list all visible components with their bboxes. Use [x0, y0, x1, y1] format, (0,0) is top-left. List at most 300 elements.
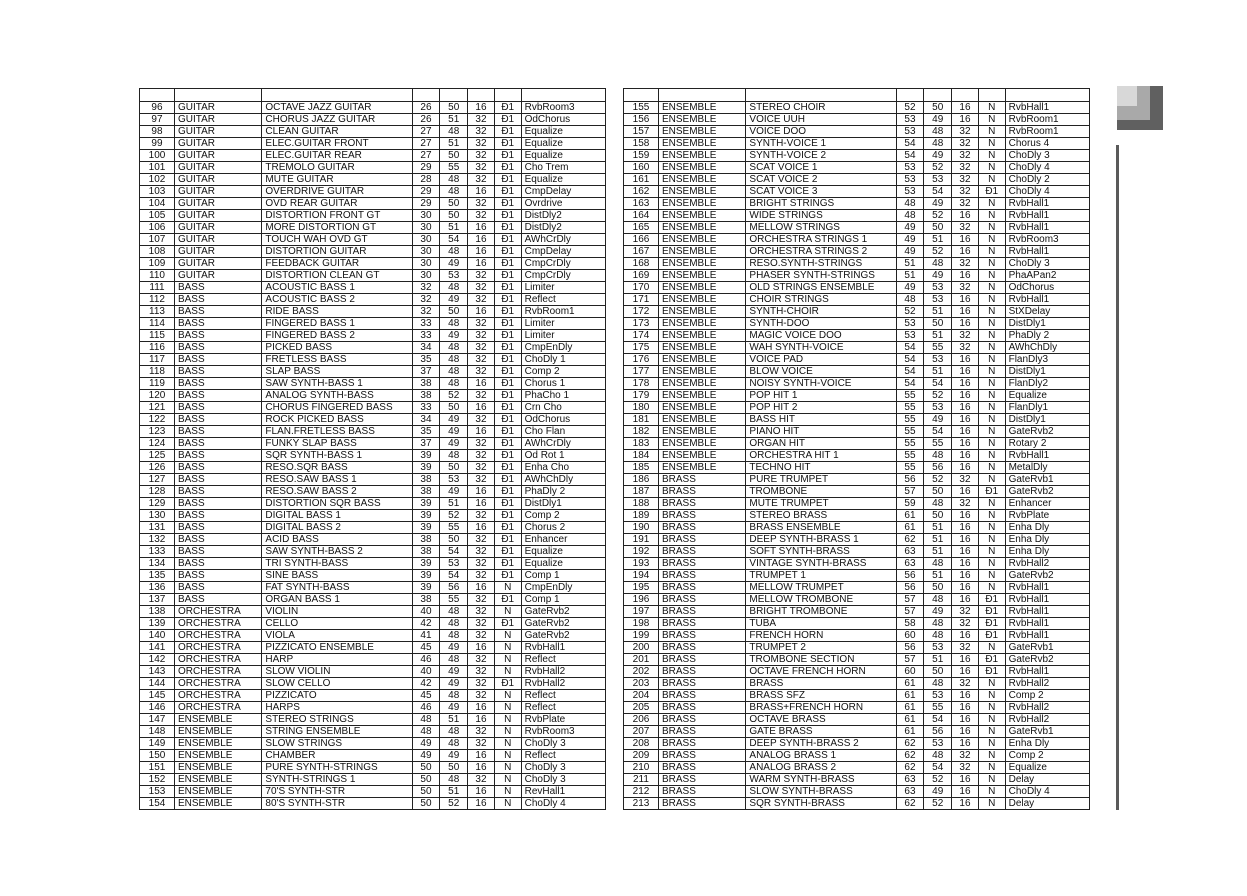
voice-name-cell: BASS HIT: [746, 414, 896, 426]
voice-number-cell: 119: [140, 378, 175, 390]
param-c-cell: 32: [952, 282, 979, 294]
voice-number-cell: 173: [624, 318, 659, 330]
param-b-cell: 48: [440, 450, 468, 462]
voice-category-cell: BASS: [174, 366, 261, 378]
param-d-cell: N: [494, 702, 521, 714]
param-c-cell: 32: [468, 138, 495, 150]
param-b-cell: 54: [924, 762, 952, 774]
table-row: [140, 738, 606, 750]
param-c-cell: 16: [952, 774, 979, 786]
param-b-cell: 50: [440, 198, 468, 210]
param-b-cell: 48: [924, 594, 952, 606]
voice-number-cell: 213: [624, 798, 659, 810]
voice-category-cell: ENSEMBLE: [174, 750, 261, 762]
param-a-cell: 62: [896, 762, 924, 774]
param-b-cell: 52: [924, 474, 952, 486]
param-a-cell: 30: [412, 246, 440, 258]
table-row: [624, 714, 1090, 726]
voice-name-cell: TRUMPET 1: [746, 570, 896, 582]
voice-number-cell: 150: [140, 750, 175, 762]
voice-category-cell: BASS: [174, 294, 261, 306]
voice-name-cell: BRIGHT TROMBONE: [746, 606, 896, 618]
param-a-cell: 62: [896, 534, 924, 546]
voice-name-cell: TREMOLO GUITAR: [262, 162, 412, 174]
voice-number-cell: 132: [140, 534, 175, 546]
voice-number-cell: 187: [624, 486, 659, 498]
voice-category-cell: ENSEMBLE: [174, 786, 261, 798]
effect-type-cell: RvbHall1: [521, 642, 605, 654]
param-d-cell: N: [978, 366, 1005, 378]
voice-name-cell: FINGERED BASS 1: [262, 318, 412, 330]
table-row: [140, 450, 606, 462]
param-c-cell: 32: [952, 222, 979, 234]
param-b-cell: 49: [440, 258, 468, 270]
effect-type-cell: RvbHall2: [521, 666, 605, 678]
voice-number-cell: 181: [624, 414, 659, 426]
voice-category-cell: ENSEMBLE: [658, 318, 745, 330]
param-c-cell: 32: [952, 642, 979, 654]
voice-name-cell: WAH SYNTH-VOICE: [746, 342, 896, 354]
param-a-cell: 33: [412, 318, 440, 330]
param-c-cell: 16: [952, 306, 979, 318]
param-d-cell: N: [978, 582, 1005, 594]
effect-type-cell: Reflect: [521, 294, 605, 306]
effect-type-cell: Reflect: [521, 654, 605, 666]
param-a-cell: 39: [412, 522, 440, 534]
param-b-cell: 49: [440, 486, 468, 498]
param-b-cell: 53: [440, 558, 468, 570]
param-a-cell: 27: [412, 138, 440, 150]
param-b-cell: 49: [440, 426, 468, 438]
voice-category-cell: BRASS: [658, 750, 745, 762]
voice-category-cell: BASS: [174, 522, 261, 534]
voice-number-cell: 145: [140, 690, 175, 702]
param-b-cell: 56: [924, 462, 952, 474]
voice-category-cell: BRASS: [658, 474, 745, 486]
voice-name-cell: OVD REAR GUITAR: [262, 198, 412, 210]
voice-number-cell: 184: [624, 450, 659, 462]
effect-type-cell: RvbRoom3: [521, 102, 605, 114]
param-a-cell: 48: [412, 726, 440, 738]
voice-name-cell: RESO.SYNTH-STRINGS: [746, 258, 896, 270]
param-c-cell: 32: [952, 762, 979, 774]
voice-category-cell: GUITAR: [174, 210, 261, 222]
table-row: [140, 642, 606, 654]
voice-category-cell: GUITAR: [174, 138, 261, 150]
voice-name-cell: PURE SYNTH-STRINGS: [262, 762, 412, 774]
param-c-cell: 32: [468, 630, 495, 642]
param-b-cell: 48: [440, 630, 468, 642]
effect-type-cell: GateRvb2: [1005, 570, 1089, 582]
param-b-cell: 55: [440, 522, 468, 534]
voice-number-cell: 129: [140, 498, 175, 510]
voice-name-cell: HARP: [262, 654, 412, 666]
voice-category-cell: BASS: [174, 330, 261, 342]
table-row: [624, 234, 1090, 246]
voice-number-cell: 179: [624, 390, 659, 402]
param-d-cell: N: [978, 726, 1005, 738]
table-row: [624, 378, 1090, 390]
effect-type-cell: Rotary 2: [1005, 438, 1089, 450]
voice-category-cell: GUITAR: [174, 114, 261, 126]
voice-number-cell: 107: [140, 234, 175, 246]
page-tab-marker-light: [1117, 86, 1137, 106]
effect-type-cell: Equalize: [1005, 762, 1089, 774]
voice-category-cell: ENSEMBLE: [658, 150, 745, 162]
voice-number-cell: 171: [624, 294, 659, 306]
param-c-cell: 16: [468, 642, 495, 654]
table-row: [140, 366, 606, 378]
col-number-header: [624, 89, 659, 102]
voice-number-cell: 135: [140, 570, 175, 582]
param-c-cell: 16: [952, 570, 979, 582]
voice-category-cell: ENSEMBLE: [658, 342, 745, 354]
param-d-cell: N: [978, 258, 1005, 270]
table-row: [140, 234, 606, 246]
param-d-cell: Ð1: [494, 678, 521, 690]
table-row: [624, 570, 1090, 582]
param-c-cell: 16: [468, 186, 495, 198]
effect-type-cell: AWhChDly: [1005, 342, 1089, 354]
param-b-cell: 56: [924, 726, 952, 738]
param-a-cell: 49: [896, 234, 924, 246]
param-a-cell: 58: [896, 618, 924, 630]
param-a-cell: 48: [896, 210, 924, 222]
param-a-cell: 61: [896, 678, 924, 690]
voice-name-cell: STEREO STRINGS: [262, 714, 412, 726]
param-d-cell: N: [494, 786, 521, 798]
voice-name-cell: OCTAVE JAZZ GUITAR: [262, 102, 412, 114]
table-row: [140, 690, 606, 702]
param-b-cell: 54: [924, 378, 952, 390]
param-d-cell: Ð1: [494, 558, 521, 570]
effect-type-cell: Ovrdrive: [521, 198, 605, 210]
param-c-cell: 32: [468, 270, 495, 282]
table-row: [140, 630, 606, 642]
voice-category-cell: GUITAR: [174, 186, 261, 198]
param-c-cell: 16: [468, 522, 495, 534]
param-c-cell: 32: [468, 390, 495, 402]
param-c-cell: 32: [468, 546, 495, 558]
param-b-cell: 51: [924, 234, 952, 246]
effect-type-cell: CmpEnDly: [521, 582, 605, 594]
effect-type-cell: Delay: [1005, 774, 1089, 786]
param-a-cell: 63: [896, 786, 924, 798]
voice-name-cell: DISTORTION CLEAN GT: [262, 270, 412, 282]
voice-name-cell: CHAMBER: [262, 750, 412, 762]
table-row: [140, 474, 606, 486]
param-b-cell: 48: [440, 342, 468, 354]
param-a-cell: 33: [412, 402, 440, 414]
table-row: [140, 270, 606, 282]
param-a-cell: 57: [896, 606, 924, 618]
voice-number-cell: 192: [624, 546, 659, 558]
voice-name-cell: ORGAN HIT: [746, 438, 896, 450]
col-param-b-header: [924, 89, 952, 102]
voice-category-cell: BRASS: [658, 522, 745, 534]
voice-name-cell: PICKED BASS: [262, 342, 412, 354]
voice-number-cell: 147: [140, 714, 175, 726]
param-a-cell: 48: [896, 294, 924, 306]
param-d-cell: Ð1: [494, 486, 521, 498]
param-a-cell: 39: [412, 558, 440, 570]
param-a-cell: 61: [896, 714, 924, 726]
effect-type-cell: Enha Dly: [1005, 546, 1089, 558]
param-a-cell: 30: [412, 222, 440, 234]
param-a-cell: 60: [896, 630, 924, 642]
effect-type-cell: Cho Trem: [521, 162, 605, 174]
voice-number-cell: 152: [140, 774, 175, 786]
voice-category-cell: BASS: [174, 498, 261, 510]
param-a-cell: 55: [896, 450, 924, 462]
param-c-cell: 16: [952, 390, 979, 402]
param-c-cell: 32: [468, 174, 495, 186]
voice-category-cell: ENSEMBLE: [658, 270, 745, 282]
voice-name-cell: SCAT VOICE 3: [746, 186, 896, 198]
voice-name-cell: SLAP BASS: [262, 366, 412, 378]
param-b-cell: 48: [440, 690, 468, 702]
voice-name-cell: ACOUSTIC BASS 2: [262, 294, 412, 306]
voice-category-cell: GUITAR: [174, 246, 261, 258]
param-a-cell: 35: [412, 426, 440, 438]
param-a-cell: 51: [896, 258, 924, 270]
param-d-cell: N: [494, 654, 521, 666]
param-d-cell: Ð1: [494, 330, 521, 342]
param-c-cell: 16: [952, 246, 979, 258]
table-row: [624, 210, 1090, 222]
voice-name-cell: DIGITAL BASS 1: [262, 510, 412, 522]
param-d-cell: N: [494, 630, 521, 642]
voice-number-cell: 204: [624, 690, 659, 702]
voice-category-cell: BASS: [174, 438, 261, 450]
voice-name-cell: SINE BASS: [262, 570, 412, 582]
voice-number-cell: 193: [624, 558, 659, 570]
table-row: [140, 258, 606, 270]
param-c-cell: 32: [468, 150, 495, 162]
param-c-cell: 32: [952, 186, 979, 198]
voice-number-cell: 186: [624, 474, 659, 486]
voice-number-cell: 167: [624, 246, 659, 258]
param-b-cell: 48: [440, 282, 468, 294]
effect-type-cell: ChoDly 3: [521, 762, 605, 774]
voice-number-cell: 99: [140, 138, 175, 150]
effect-type-cell: Comp 1: [521, 570, 605, 582]
param-c-cell: 32: [952, 150, 979, 162]
effect-type-cell: RvbHall2: [521, 678, 605, 690]
voice-name-cell: SOFT SYNTH-BRASS: [746, 546, 896, 558]
effect-type-cell: Reflect: [521, 750, 605, 762]
param-d-cell: N: [494, 690, 521, 702]
effect-type-cell: RvbRoom1: [1005, 126, 1089, 138]
effect-type-cell: Equalize: [521, 546, 605, 558]
voice-category-cell: BASS: [174, 318, 261, 330]
voice-category-cell: ENSEMBLE: [658, 186, 745, 198]
table-row: [140, 582, 606, 594]
voice-table-left: [139, 88, 606, 810]
effect-type-cell: FlanDly2: [1005, 378, 1089, 390]
voice-name-cell: STRING ENSEMBLE: [262, 726, 412, 738]
voice-name-cell: ROCK PICKED BASS: [262, 414, 412, 426]
voice-table-left-body: [140, 102, 606, 810]
voice-name-cell: ELEC.GUITAR REAR: [262, 150, 412, 162]
table-row: [624, 450, 1090, 462]
table-row: [624, 138, 1090, 150]
voice-name-cell: 70'S SYNTH-STR: [262, 786, 412, 798]
param-c-cell: 32: [468, 282, 495, 294]
table-row: [140, 654, 606, 666]
voice-name-cell: SLOW CELLO: [262, 678, 412, 690]
effect-type-cell: ChoDly 3: [521, 774, 605, 786]
table-row: [624, 510, 1090, 522]
table-row: [140, 714, 606, 726]
voice-number-cell: 117: [140, 354, 175, 366]
col-category-header: [658, 89, 745, 102]
voice-number-cell: 160: [624, 162, 659, 174]
table-row: [140, 678, 606, 690]
param-d-cell: Ð1: [494, 366, 521, 378]
table-row: [140, 750, 606, 762]
param-a-cell: 28: [412, 174, 440, 186]
table-row: [624, 726, 1090, 738]
param-c-cell: 16: [468, 498, 495, 510]
table-row: [140, 618, 606, 630]
table-row: [140, 114, 606, 126]
param-c-cell: 16: [952, 462, 979, 474]
voice-name-cell: CLEAN GUITAR: [262, 126, 412, 138]
voice-number-cell: 200: [624, 642, 659, 654]
voice-name-cell: CHORUS FINGERED BASS: [262, 402, 412, 414]
voice-name-cell: FINGERED BASS 2: [262, 330, 412, 342]
voice-name-cell: OVERDRIVE GUITAR: [262, 186, 412, 198]
voice-number-cell: 127: [140, 474, 175, 486]
voice-category-cell: BASS: [174, 558, 261, 570]
param-d-cell: N: [978, 294, 1005, 306]
param-b-cell: 48: [440, 126, 468, 138]
param-d-cell: N: [978, 714, 1005, 726]
param-b-cell: 49: [924, 270, 952, 282]
effect-type-cell: FlanDly1: [1005, 402, 1089, 414]
param-a-cell: 49: [896, 282, 924, 294]
voice-number-cell: 156: [624, 114, 659, 126]
voice-category-cell: BRASS: [658, 690, 745, 702]
voice-category-cell: ENSEMBLE: [658, 294, 745, 306]
param-b-cell: 48: [440, 738, 468, 750]
param-d-cell: N: [978, 762, 1005, 774]
table-row: [140, 126, 606, 138]
effect-type-cell: RvbHall2: [1005, 714, 1089, 726]
voice-name-cell: POP HIT 1: [746, 390, 896, 402]
param-a-cell: 40: [412, 666, 440, 678]
voice-number-cell: 168: [624, 258, 659, 270]
voice-number-cell: 199: [624, 630, 659, 642]
param-a-cell: 61: [896, 726, 924, 738]
effect-type-cell: FlanDly3: [1005, 354, 1089, 366]
voice-number-cell: 111: [140, 282, 175, 294]
param-c-cell: 32: [468, 462, 495, 474]
voice-category-cell: BASS: [174, 414, 261, 426]
voice-number-cell: 105: [140, 210, 175, 222]
voice-number-cell: 185: [624, 462, 659, 474]
param-b-cell: 53: [924, 642, 952, 654]
param-d-cell: N: [978, 558, 1005, 570]
param-b-cell: 53: [924, 354, 952, 366]
table-row: [624, 774, 1090, 786]
voice-table-right-body: [624, 102, 1090, 810]
voice-name-cell: WIDE STRINGS: [746, 210, 896, 222]
voice-number-cell: 207: [624, 726, 659, 738]
voice-name-cell: FEEDBACK GUITAR: [262, 258, 412, 270]
table-row: [624, 462, 1090, 474]
table-row: [140, 726, 606, 738]
table-row: [624, 474, 1090, 486]
param-b-cell: 49: [440, 678, 468, 690]
param-b-cell: 55: [924, 342, 952, 354]
voice-category-cell: BRASS: [658, 786, 745, 798]
voice-category-cell: ENSEMBLE: [174, 738, 261, 750]
effect-type-cell: Chorus 4: [1005, 138, 1089, 150]
param-d-cell: Ð1: [494, 474, 521, 486]
voice-number-cell: 198: [624, 618, 659, 630]
param-b-cell: 53: [924, 282, 952, 294]
param-d-cell: N: [978, 318, 1005, 330]
param-d-cell: N: [494, 738, 521, 750]
voice-name-cell: SLOW STRINGS: [262, 738, 412, 750]
param-d-cell: N: [494, 714, 521, 726]
param-a-cell: 35: [412, 354, 440, 366]
voice-name-cell: SYNTH-VOICE 1: [746, 138, 896, 150]
param-c-cell: 16: [952, 234, 979, 246]
voice-name-cell: DISTORTION FRONT GT: [262, 210, 412, 222]
param-b-cell: 48: [924, 450, 952, 462]
param-c-cell: 16: [468, 234, 495, 246]
voice-number-cell: 191: [624, 534, 659, 546]
param-a-cell: 50: [412, 786, 440, 798]
voice-category-cell: BRASS: [658, 558, 745, 570]
effect-type-cell: AWhChDly: [521, 474, 605, 486]
effect-type-cell: RvbRoom1: [1005, 114, 1089, 126]
param-d-cell: Ð1: [494, 618, 521, 630]
param-a-cell: 38: [412, 594, 440, 606]
voice-name-cell: BLOW VOICE: [746, 366, 896, 378]
voice-name-cell: OCTAVE FRENCH HORN: [746, 666, 896, 678]
param-c-cell: 32: [468, 618, 495, 630]
param-a-cell: 61: [896, 510, 924, 522]
voice-category-cell: BASS: [174, 390, 261, 402]
param-b-cell: 53: [924, 690, 952, 702]
voice-name-cell: DEEP SYNTH-BRASS 1: [746, 534, 896, 546]
voice-category-cell: GUITAR: [174, 222, 261, 234]
voice-category-cell: ORCHESTRA: [174, 666, 261, 678]
param-a-cell: 50: [412, 762, 440, 774]
effect-type-cell: CmpCrDly: [521, 258, 605, 270]
param-a-cell: 38: [412, 378, 440, 390]
voice-number-cell: 178: [624, 378, 659, 390]
voice-name-cell: VOICE UUH: [746, 114, 896, 126]
voice-category-cell: BRASS: [658, 654, 745, 666]
effect-type-cell: DistDly2: [521, 210, 605, 222]
param-a-cell: 63: [896, 558, 924, 570]
param-b-cell: 51: [924, 534, 952, 546]
param-b-cell: 53: [440, 474, 468, 486]
voice-category-cell: ENSEMBLE: [658, 246, 745, 258]
table-row: [140, 534, 606, 546]
table-row: [624, 414, 1090, 426]
voice-name-cell: RESO.SAW BASS 2: [262, 486, 412, 498]
voice-category-cell: ENSEMBLE: [174, 726, 261, 738]
param-b-cell: 49: [924, 114, 952, 126]
effect-type-cell: ChoDly 4: [521, 798, 605, 810]
table-row: [624, 150, 1090, 162]
